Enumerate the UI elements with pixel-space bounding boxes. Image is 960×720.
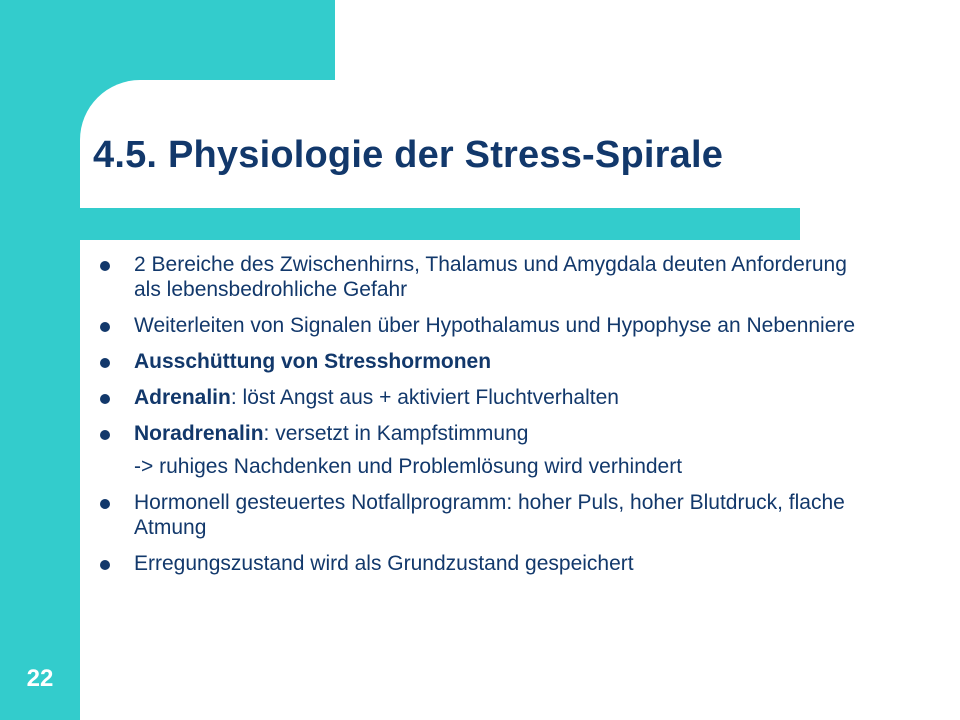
list-item [100, 490, 860, 540]
top-accent-block [0, 0, 335, 80]
list-item [100, 385, 860, 410]
bullet-text: 2 Bereiche des Zwischenhirns, Thalamus und Amygdala deuten Anforderung als lebensbedrohliche Gefahr [134, 253, 847, 301]
list-item-continuation [100, 454, 860, 479]
bullet-text: : versetzt in Kampfstimmung [263, 422, 529, 445]
title-underline-bar [80, 208, 800, 240]
slide-number: 22 [26, 665, 54, 692]
bullet-dot-icon [100, 261, 110, 271]
list-item [100, 421, 860, 446]
bullet-text: : löst Angst aus + aktiviert Fluchtverhalten [230, 386, 619, 409]
left-accent-band [0, 0, 80, 720]
bullet-dot-icon [100, 560, 110, 570]
page-title: 4.5. Physiologie der Stress-Spirale [93, 134, 724, 176]
list-item [100, 349, 860, 374]
bullet-bold-text: Adrenalin [134, 386, 231, 409]
bullet-text: -> ruhiges Nachdenken und Problemlösung wird verhindert [134, 455, 683, 478]
bullet-dot-icon [100, 394, 110, 404]
bullet-dot-icon [100, 358, 110, 368]
list-item [100, 551, 860, 576]
list-item [100, 252, 860, 302]
bullet-dot-icon [100, 430, 110, 440]
list-item [100, 313, 860, 338]
bullet-list [100, 252, 860, 576]
bullet-dot-icon [100, 322, 110, 332]
bullet-text: Weiterleiten von Signalen über Hypothalamus und Hypophyse an Nebenniere [134, 314, 856, 337]
bullet-bold-text: Ausschüttung von Stresshormonen [134, 350, 492, 373]
bullet-dot-icon [100, 499, 110, 509]
bullet-bold-text: Noradrenalin [134, 422, 264, 445]
bullet-text: Erregungszustand wird als Grundzustand gespeichert [134, 552, 634, 575]
bullet-text: Hormonell gesteuertes Notfallprogramm: hoher Puls, hoher Blutdruck, flache Atmung [134, 491, 845, 539]
